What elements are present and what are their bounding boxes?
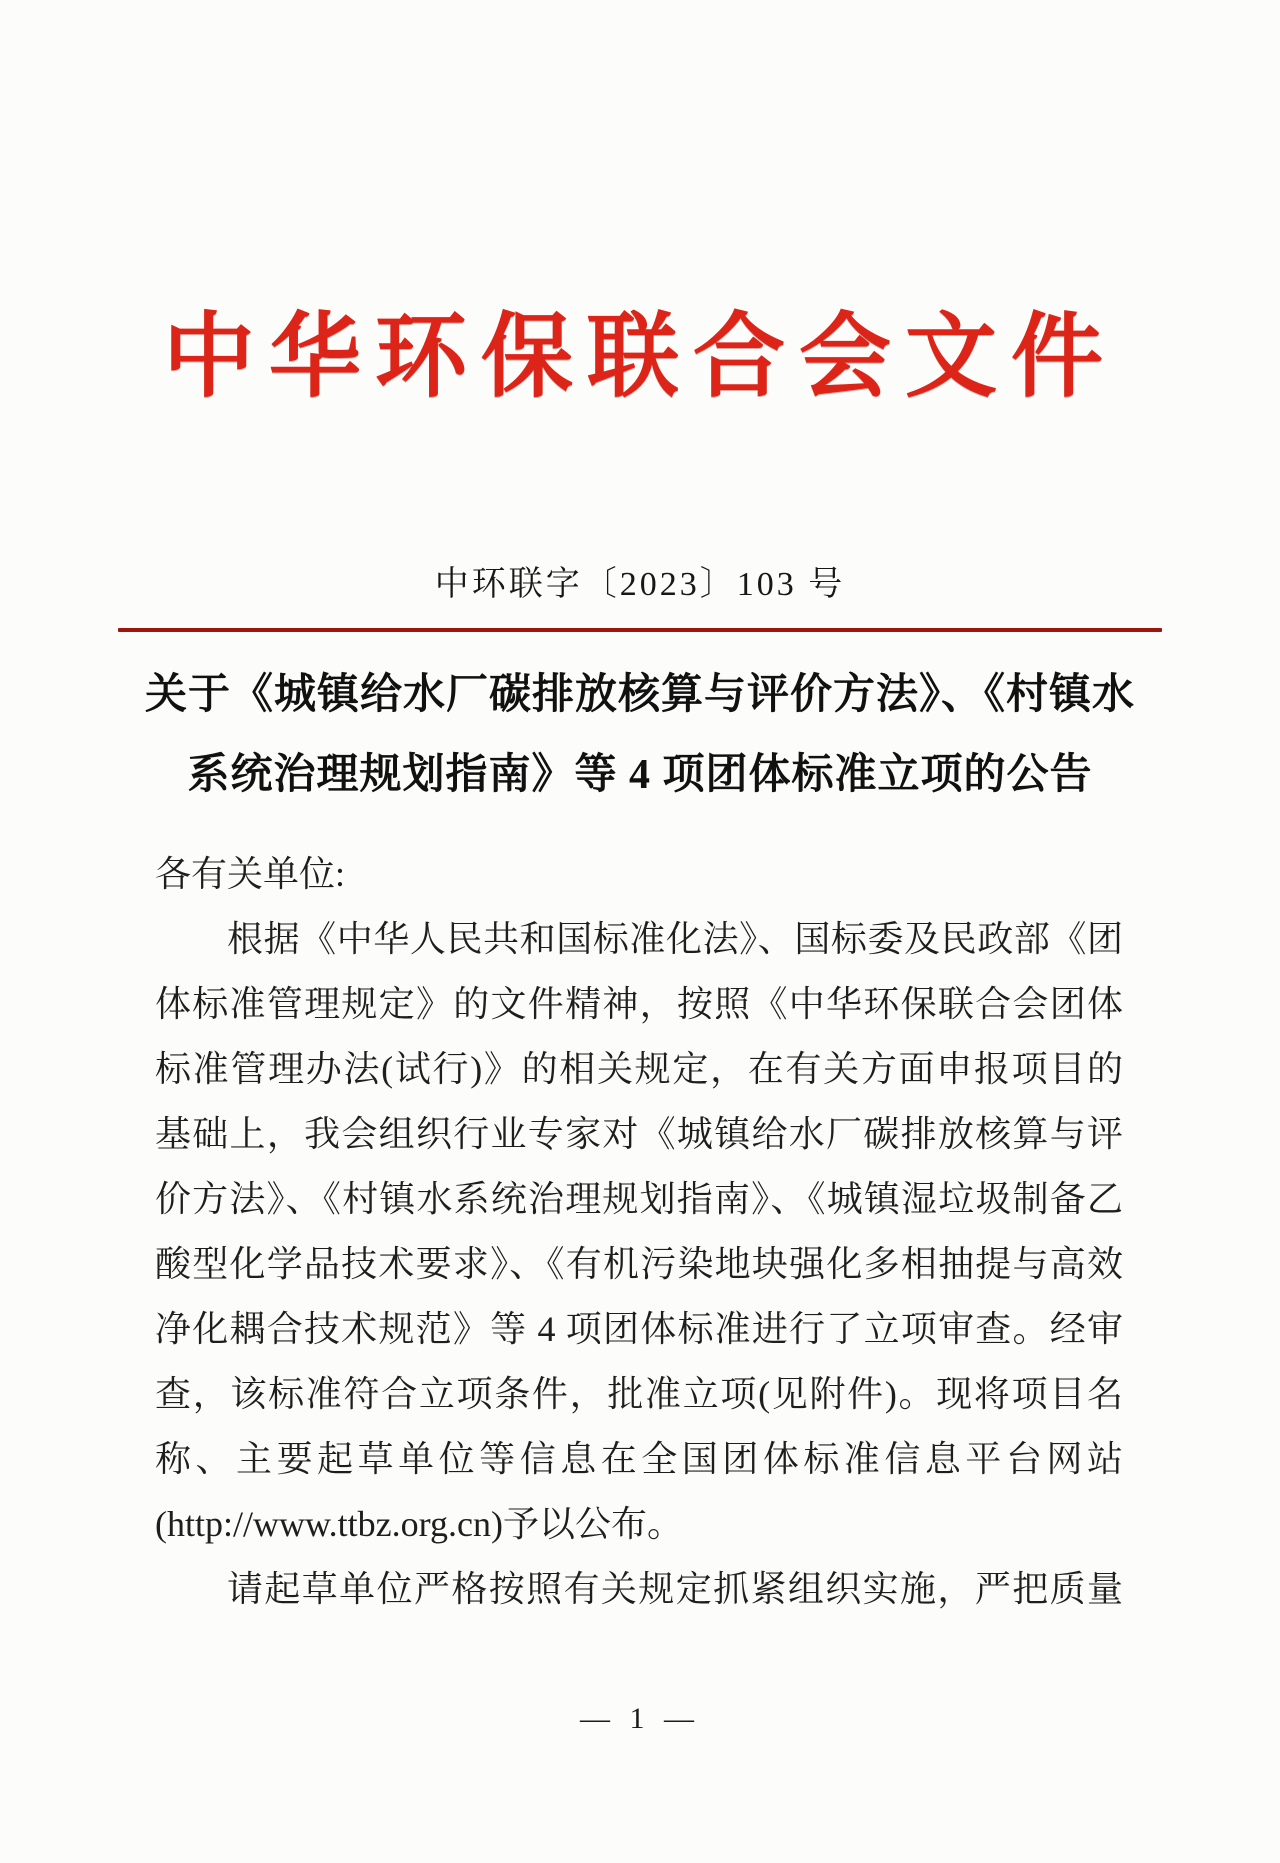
paragraph1-line: 基础上，我会组织行业专家对《城镇给水厂碳排放核算与评 [155, 1114, 1123, 1154]
org-title: 中华环保联合会文件 [162, 306, 1117, 408]
paragraph1-line: 净化耦合技术规范》等 4 项团体标准进行了立项审查。经审 [155, 1309, 1123, 1349]
paragraph1-line: 标准管理办法(试行)》的相关规定，在有关方面申报项目的 [155, 1049, 1123, 1089]
paragraph2-line: 请起草单位严格按照有关规定抓紧组织实施，严把质量 [227, 1569, 1123, 1609]
document-body [155, 842, 1123, 1622]
doc-number: 中环联字〔2023〕103 号 [434, 566, 846, 603]
paragraph1-line: 查，该标准符合立项条件，批准立项(见附件)。现将项目名 [155, 1374, 1123, 1414]
paragraph1-url-line: (http://www.ttbz.org.cn)予以公布。 [155, 1504, 683, 1544]
document-title [90, 655, 1190, 815]
salutation-line: 各有关单位: [155, 854, 346, 894]
document-title-line-1: 关于《城镇给水厂碳排放核算与评价方法》、《村镇水 [144, 672, 1135, 718]
paragraph1-line: 酸型化学品技术要求》、《有机污染地块强化多相抽提与高效 [155, 1244, 1123, 1284]
red-divider-rule [118, 628, 1162, 632]
paragraph1-line: 价方法》、《村镇水系统治理规划指南》、《城镇湿垃圾制备乙 [155, 1179, 1123, 1219]
paragraph1-line: 根据《中华人民共和国标准化法》、国标委及民政部《团 [227, 919, 1123, 959]
document-title-line-2: 系统治理规划指南》等 4 项团体标准立项的公告 [187, 752, 1093, 798]
paragraph1-line: 称、主要起草单位等信息在全国团体标准信息平台网站 [155, 1439, 1123, 1479]
page-number: — 1 — [580, 1702, 700, 1735]
paragraph1-line: 体标准管理规定》的文件精神，按照《中华环保联合会团体 [155, 984, 1123, 1024]
